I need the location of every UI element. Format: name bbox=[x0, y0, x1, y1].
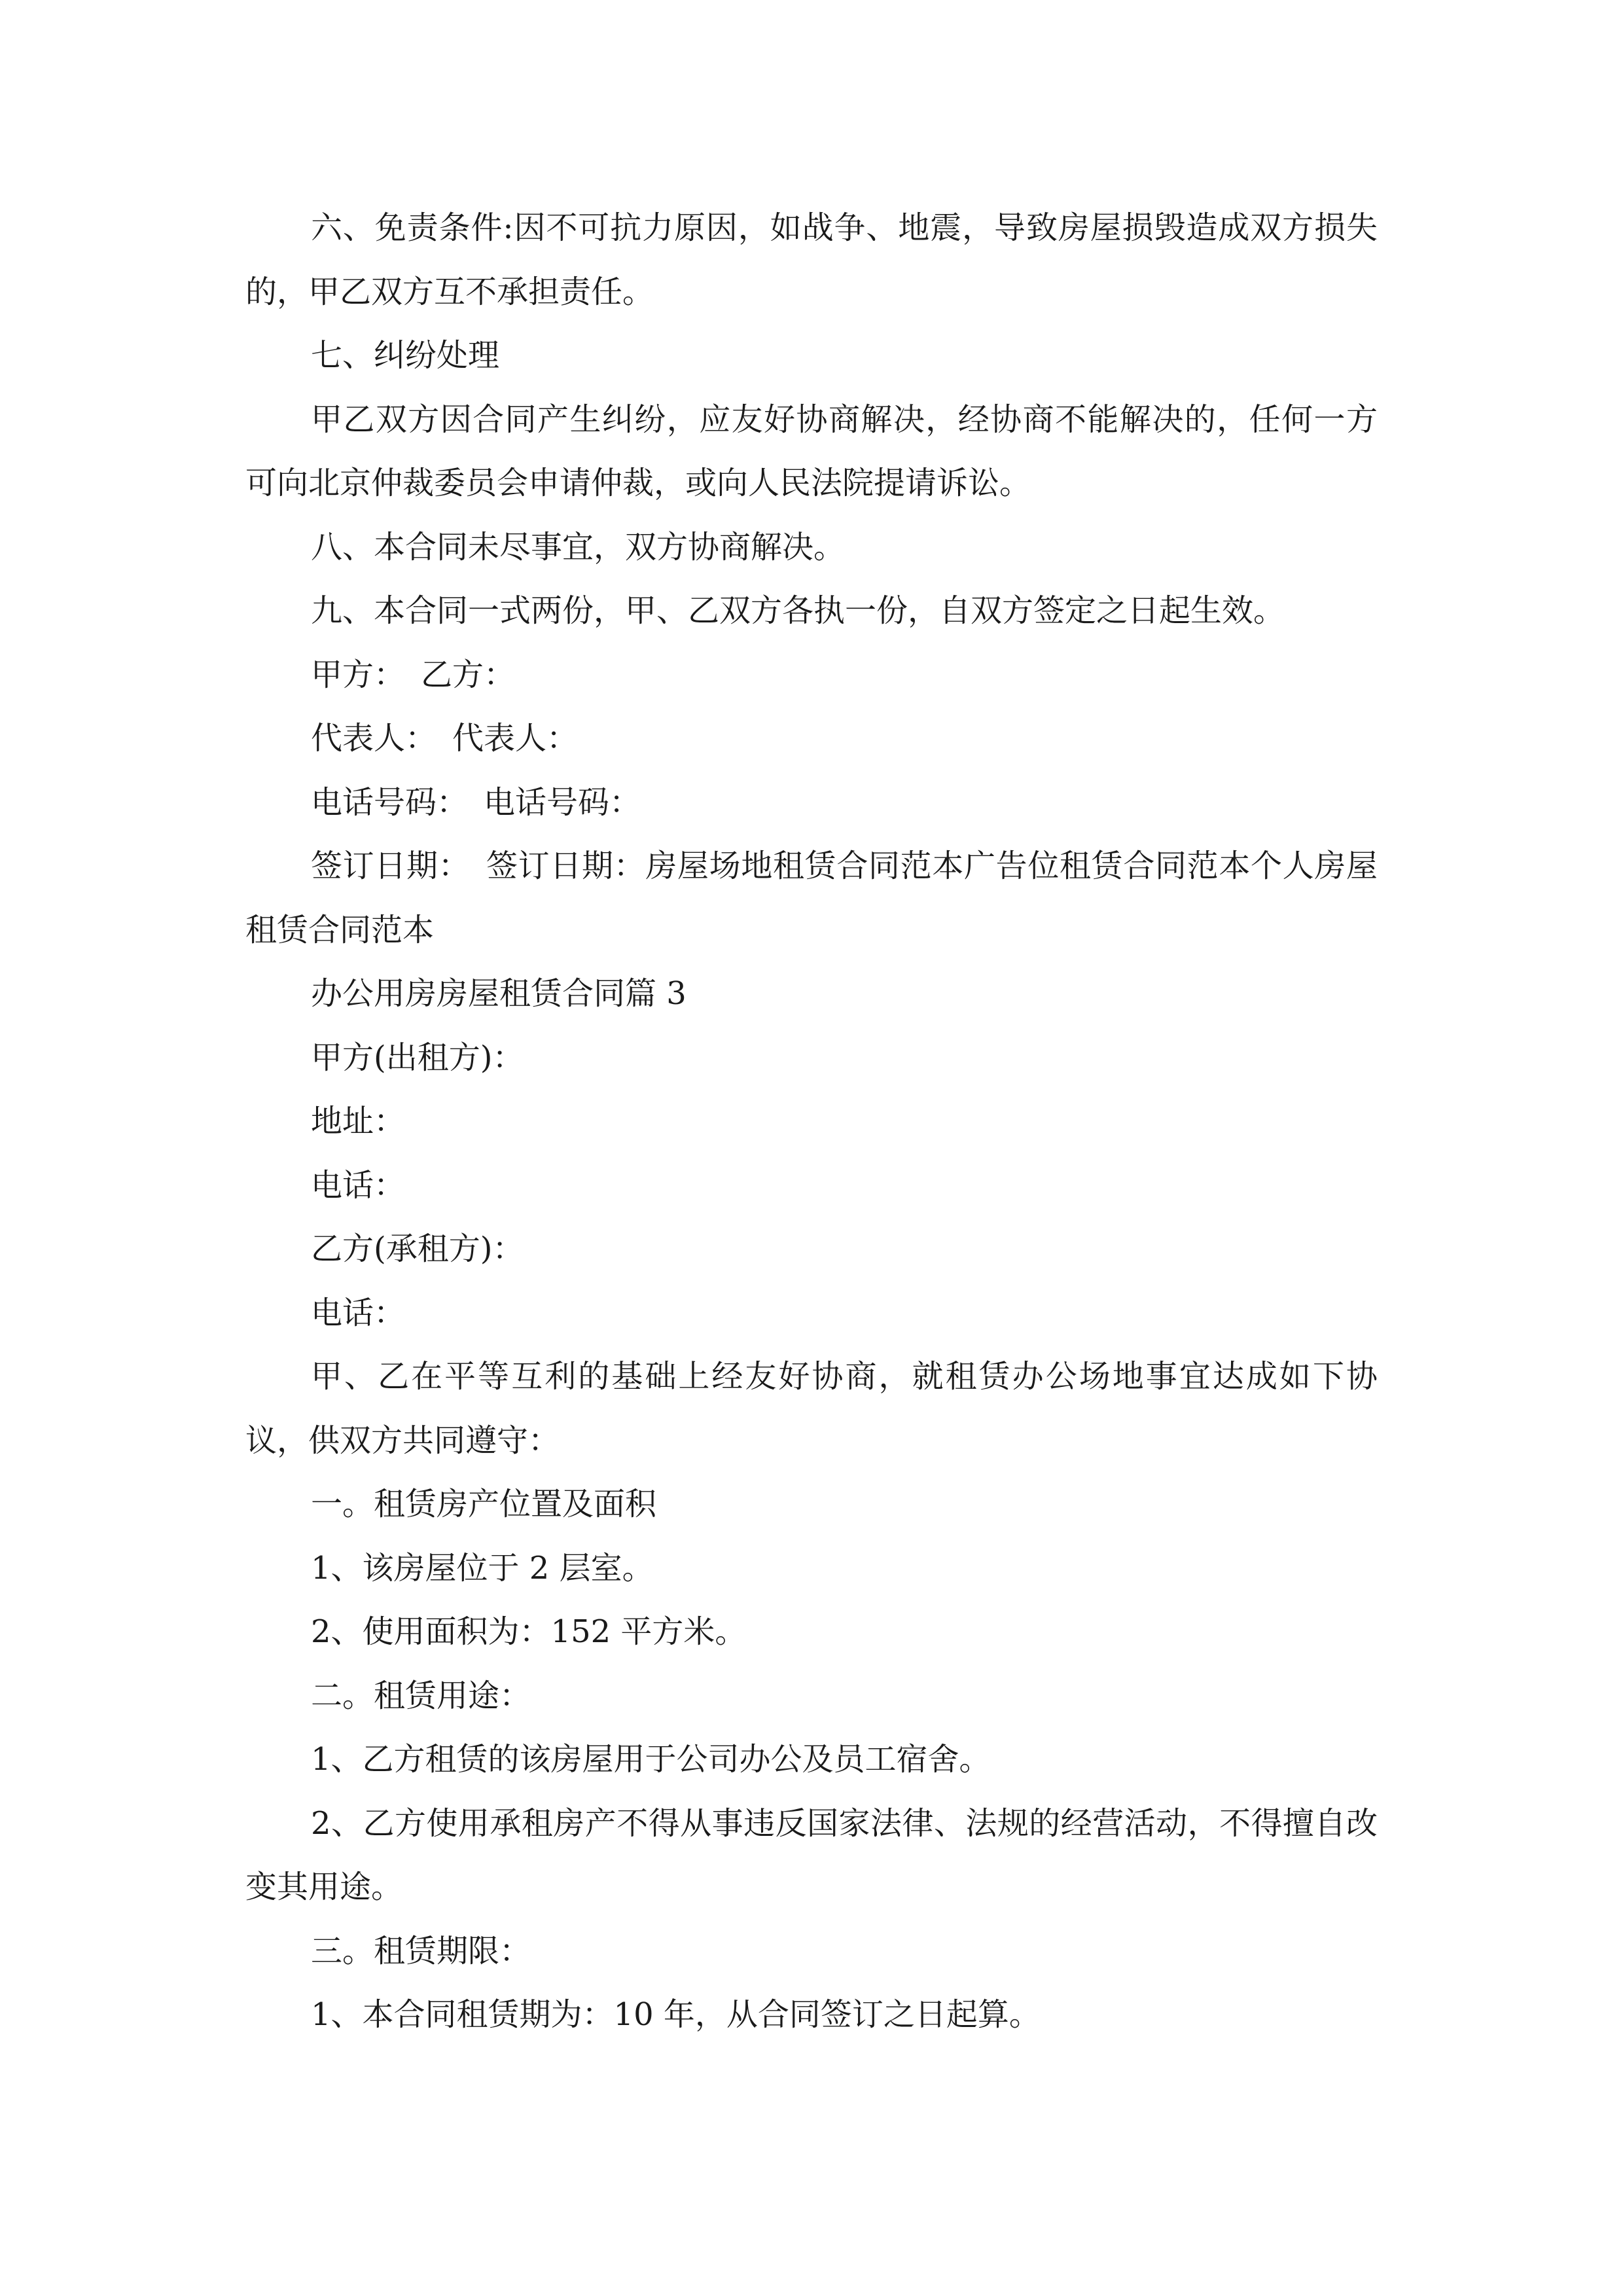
party-signature-line: 甲方： 乙方： bbox=[311, 656, 516, 693]
clause-six-exemption: 六、免责条件:因不可抗力原因，如战争、地震，导致房屋损毁造成双方损失的，甲乙双方互不承担责任。 bbox=[245, 209, 1378, 310]
article-three-heading: 三。租赁期限： bbox=[311, 1932, 531, 1969]
sign-date-line: 签订日期： 签订日期：房屋场地租赁合同范本广告位租赁合同范本个人房屋租赁合同范本 bbox=[245, 848, 1378, 948]
clause-nine: 九、本合同一式两份，甲、乙双方各执一份，自双方签定之日起生效。 bbox=[311, 592, 1285, 629]
lessor-phone-field: 电话： bbox=[311, 1166, 406, 1204]
article-one-item-1: 1、该房屋位于 2 层室。 bbox=[311, 1549, 654, 1587]
lessee-field: 乙方(承租方)： bbox=[311, 1230, 524, 1267]
address-field: 地址： bbox=[311, 1103, 406, 1139]
article-two-item-2: 2、乙方使用承租房产不得从事违反国家法律、法规的经营活动，不得擅自改变其用途。 bbox=[245, 1804, 1378, 1905]
representative-signature-line: 代表人： 代表人： bbox=[311, 720, 579, 757]
lessee-phone-field: 电话： bbox=[311, 1294, 406, 1331]
article-one-heading: 一。租赁房产位置及面积 bbox=[311, 1486, 657, 1522]
article-three-item-1: 1、本合同租赁期为：10 年，从合同签订之日起算。 bbox=[311, 1996, 1041, 2033]
dispute-resolution-text: 甲乙双方因合同产生纠纷，应友好协商解决，经协商不能解决的，任何一方可向北京仲裁委员会申请仲裁，或向人民法院提请诉讼。 bbox=[245, 401, 1378, 501]
phone-signature-line: 电话号码： 电话号码： bbox=[311, 783, 641, 821]
article-two-item-1: 1、乙方租赁的该房屋用于公司办公及员工宿舍。 bbox=[311, 1741, 991, 1778]
clause-eight: 八、本合同未尽事宜，双方协商解决。 bbox=[311, 528, 846, 565]
article-two-heading: 二。租赁用途： bbox=[311, 1677, 531, 1714]
lessor-field: 甲方(出租方)： bbox=[311, 1039, 524, 1076]
document-body bbox=[245, 196, 1378, 2047]
article-one-item-2: 2、使用面积为：152 平方米。 bbox=[311, 1613, 747, 1650]
section-title: 办公用房房屋租赁合同篇 3 bbox=[311, 975, 687, 1012]
clause-seven-heading: 七、纠纷处理 bbox=[311, 337, 500, 374]
preamble-text: 甲、乙在平等互利的基础上经友好协商，就租赁办公场地事宜达成如下协议，供双方共同遵守： bbox=[245, 1358, 1378, 1459]
